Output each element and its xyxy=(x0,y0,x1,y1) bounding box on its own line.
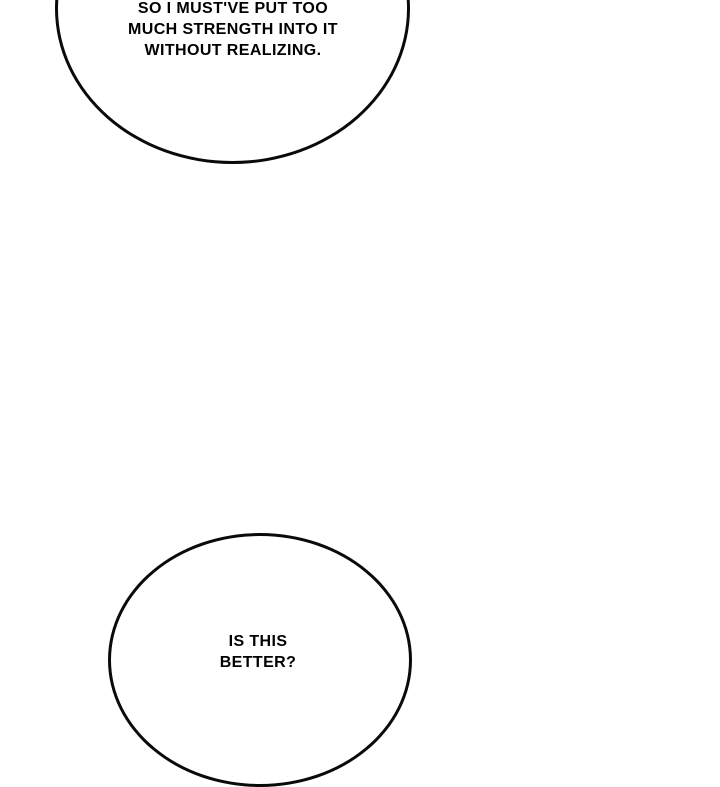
speech-text-line: SO I MUST'VE PUT TOO xyxy=(137,0,329,17)
speech-text-line: MUCH STRENGTH INTO IT xyxy=(128,21,338,38)
speech-text-line: IS THIS xyxy=(228,633,288,650)
speech-bubble-bottom-text xyxy=(158,631,358,673)
speech-text-line: BETTER? xyxy=(219,654,297,671)
speech-text-line: WITHOUT REALIZING. xyxy=(144,42,322,59)
speech-bubble-top-text xyxy=(73,0,393,61)
